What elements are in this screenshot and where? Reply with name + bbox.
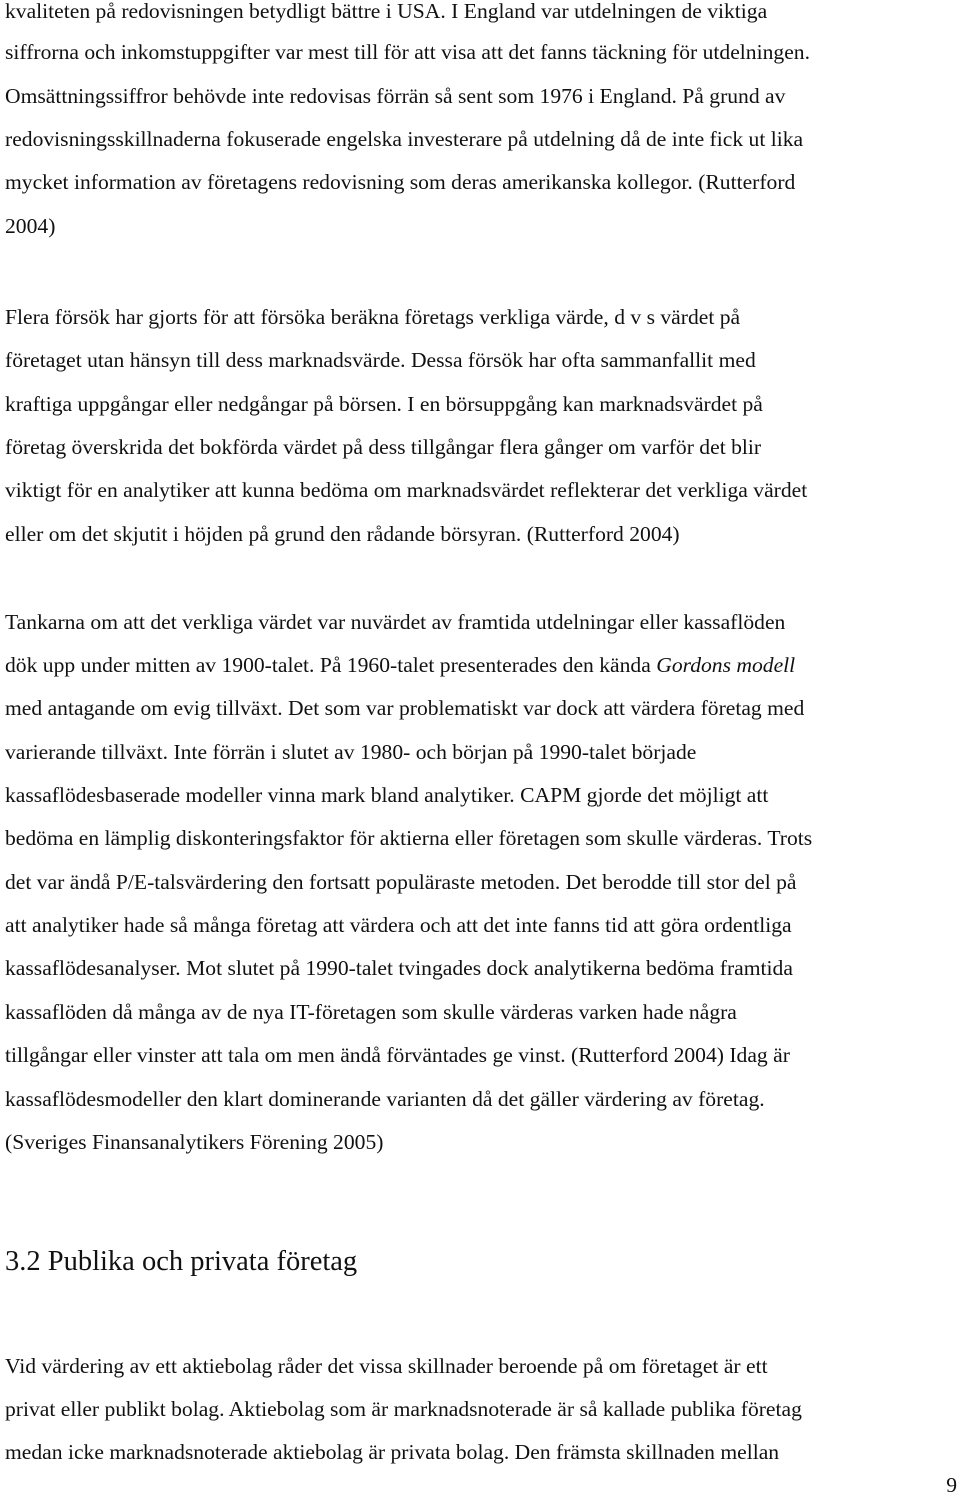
text-line: det var ändå P/E-talsvärdering den fortsatt populäraste metoden. Det berodde till stor del på (5, 870, 797, 894)
text-line: att analytiker hade så många företag att värdera och att det inte fanns tid att göra ordentliga (5, 913, 792, 937)
text-line: bedöma en lämplig diskonteringsfaktor för aktierna eller företagen som skulle värderas. Trots (5, 826, 813, 850)
text-line: siffrorna och inkomstuppgifter var mest till för att visa att det fanns täckning för utdelningen. (5, 40, 810, 64)
text-line: med antagande om evig tillväxt. Det som var problematiskt var dock att värdera företag med (5, 696, 805, 720)
text-line: företag överskrida det bokförda värdet på dess tillgångar flera gånger om varför det blir (5, 435, 762, 459)
section-heading: 3.2 Publika och privata företag (5, 1246, 358, 1277)
text-segment: dök upp under mitten av 1900-talet. På 1960-talet presenterades den kända (5, 653, 657, 677)
text-line: kraftiga uppgångar eller nedgångar på börsen. I en börsuppgång kan marknadsvärdet på (5, 392, 763, 416)
text-line: kvaliteten på redovisningen betydligt bättre i USA. I England var utdelningen de viktiga (5, 0, 768, 23)
text-line: Vid värdering av ett aktiebolag råder det vissa skillnader beroende på om företaget är ett (5, 1354, 768, 1378)
text-line: kassaflödesbaserade modeller vinna mark bland analytiker. CAPM gjorde det möjligt att (5, 783, 769, 807)
text-line: medan icke marknadsnoterade aktiebolag är privata bolag. Den främsta skillnaden mellan (5, 1440, 780, 1464)
text-line: Omsättningssiffror behövde inte redovisas förrän så sent som 1976 i England. På grund av (5, 84, 786, 108)
text-line: (Sveriges Finansanalytikers Förening 2005) (5, 1130, 384, 1154)
text-line: mycket information av företagens redovisning som deras amerikanska kollegor. (Rutterford (5, 170, 796, 194)
text-line: redovisningsskillnaderna fokuserade engelska investerare på utdelning då de inte fick ut lika (5, 127, 804, 151)
text-line: kassaflödesanalyser. Mot slutet på 1990-talet tvingades dock analytikerna bedöma framtida (5, 956, 793, 980)
text-line (5, 651, 795, 679)
text-line: Flera försök har gjorts för att försöka beräkna företags verkliga värde, d v s värdet på (5, 305, 741, 329)
page-number: 9 (946, 1473, 957, 1497)
text-line: kassaflöden då många av de nya IT-företagen som skulle värderas varken hade några (5, 1000, 737, 1024)
model-name-italic: Gordons modell (656, 653, 796, 677)
text-line: viktigt för en analytiker att kunna bedöma om marknadsvärdet reflekterar det verkliga värdet (5, 478, 808, 502)
text-line: eller om det skjutit i höjden på grund den rådande börsyran. (Rutterford 2004) (5, 522, 680, 546)
text-line: privat eller publikt bolag. Aktiebolag som är marknadsnoterade är så kallade publika företag (5, 1397, 802, 1421)
text-line: varierande tillväxt. Inte förrän i slutet av 1980- och början på 1990-talet började (5, 740, 697, 764)
text-line: tillgångar eller vinster att tala om men ändå förväntades ge vinst. (Rutterford 2004) Idag är (5, 1043, 790, 1067)
text-line: Tankarna om att det verkliga värdet var nuvärdet av framtida utdelningar eller kassaflöden (5, 610, 786, 634)
text-line: företaget utan hänsyn till dess marknadsvärde. Dessa försök har ofta sammanfallit med (5, 348, 756, 372)
text-line: kassaflödesmodeller den klart dominerande varianten då det gäller värdering av företag. (5, 1087, 765, 1111)
text-line: 2004) (5, 214, 56, 238)
